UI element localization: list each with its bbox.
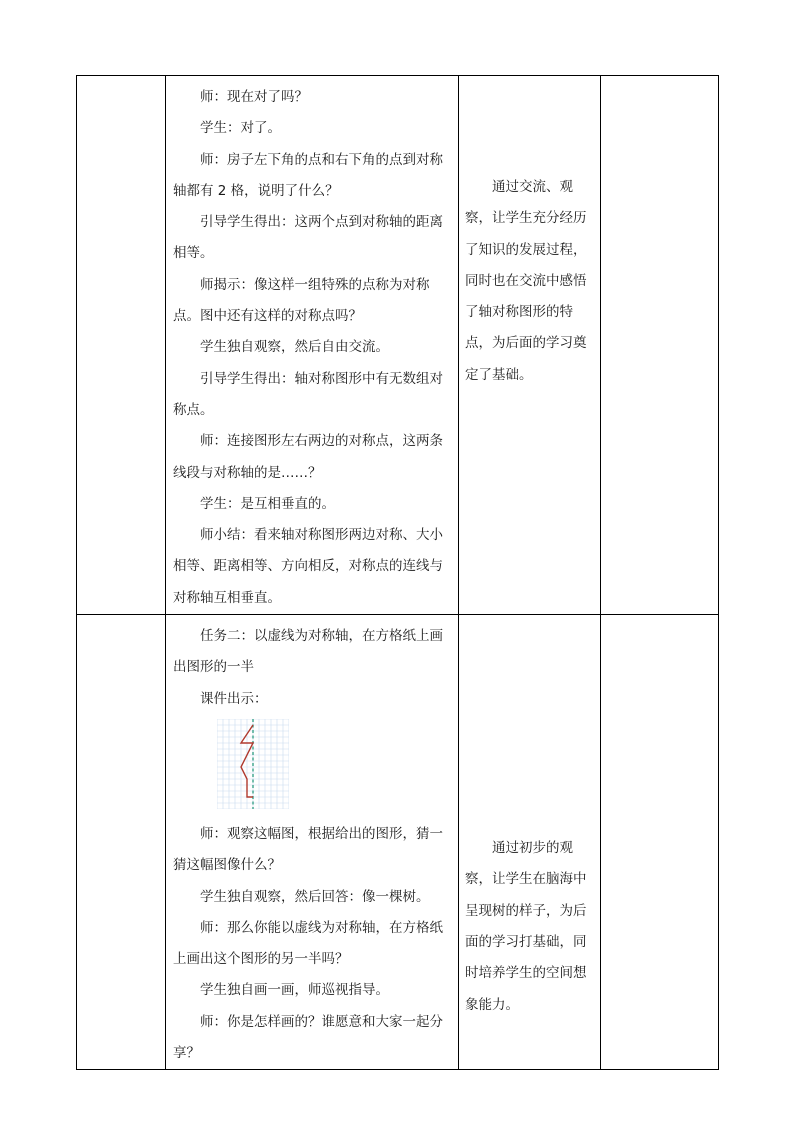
empty-cell-left	[77, 615, 166, 1070]
dialogue-line: 师：观察这幅图，根据给出的图形，猜一猜这幅图像什么？	[173, 825, 443, 874]
dialogue-line: 学生独自画一画，师巡视指导。	[200, 982, 389, 999]
dialogue-line: 引导学生得出：这两个点到对称轴的距离相等。	[173, 214, 443, 262]
dialogue-line: 师小结：看来轴对称图形两边对称、大小相等、距离相等、方向相反，对称点的连线与对称轴互相垂直。	[173, 527, 443, 606]
dialogue-line: 引导学生得出：轴对称图形中有无数组对称点。	[173, 370, 443, 418]
dialogue-line: 课件出示：	[200, 690, 268, 707]
dialogue-line: 师：你是怎样画的？谁愿意和大家一起分享？	[173, 1013, 443, 1062]
dialogue-line: 学生：对了。	[200, 120, 281, 137]
lesson-plan-table	[76, 75, 719, 1070]
dialogue-line: 师：那么你能以虚线为对称轴，在方格纸上画出这个图形的另一半吗？	[173, 919, 443, 968]
grid-figure	[217, 719, 452, 811]
dialogue-line: 学生独自观察，然后回答：像一棵树。	[200, 888, 430, 905]
empty-cell-left	[77, 76, 166, 615]
design-intent-cell	[459, 615, 601, 1070]
dialogue-line: 师揭示：像这样一组特殊的点称为对称点。图中还有这样的对称点吗？	[173, 276, 430, 325]
dialogue-line: 师：房子左下角的点和右下角的点到对称轴都有 2 格，说明了什么？	[173, 151, 443, 199]
teaching-process-cell	[166, 76, 459, 615]
dialogue-line: 学生：是互相垂直的。	[200, 495, 335, 512]
table-row-2	[77, 615, 719, 1070]
design-intent-cell	[459, 76, 601, 615]
design-intent-text	[459, 615, 600, 1021]
dialogue-line: 学生独自观察，然后自由交流。	[200, 339, 389, 356]
design-intent-text	[459, 76, 600, 391]
teaching-process-text	[166, 615, 458, 1069]
dialogue-line: 师：连接图形左右两边的对称点，这两条线段与对称轴的是……？	[173, 433, 443, 481]
table-row-1	[77, 76, 719, 615]
empty-cell-right	[601, 615, 719, 1070]
symmetry-grid-figure	[217, 719, 289, 809]
teaching-process-text	[166, 76, 458, 614]
design-intent-paragraph: 通过初步的观察，让学生在脑海中呈现树的样子，为后面的学习打基础，同时培养学生的空间想象能力。	[465, 840, 587, 1013]
empty-cell-right	[601, 76, 719, 615]
task-line: 任务二：以虚线为对称轴，在方格纸上画出图形的一半	[173, 628, 443, 676]
teaching-process-cell	[166, 615, 459, 1070]
dialogue-line: 师：现在对了吗？	[200, 89, 308, 105]
design-intent-paragraph: 通过交流、观察，让学生充分经历了知识的发展过程，同时也在交流中感悟了轴对称图形的特点，为后面的学习奠定了基础。	[465, 179, 587, 383]
